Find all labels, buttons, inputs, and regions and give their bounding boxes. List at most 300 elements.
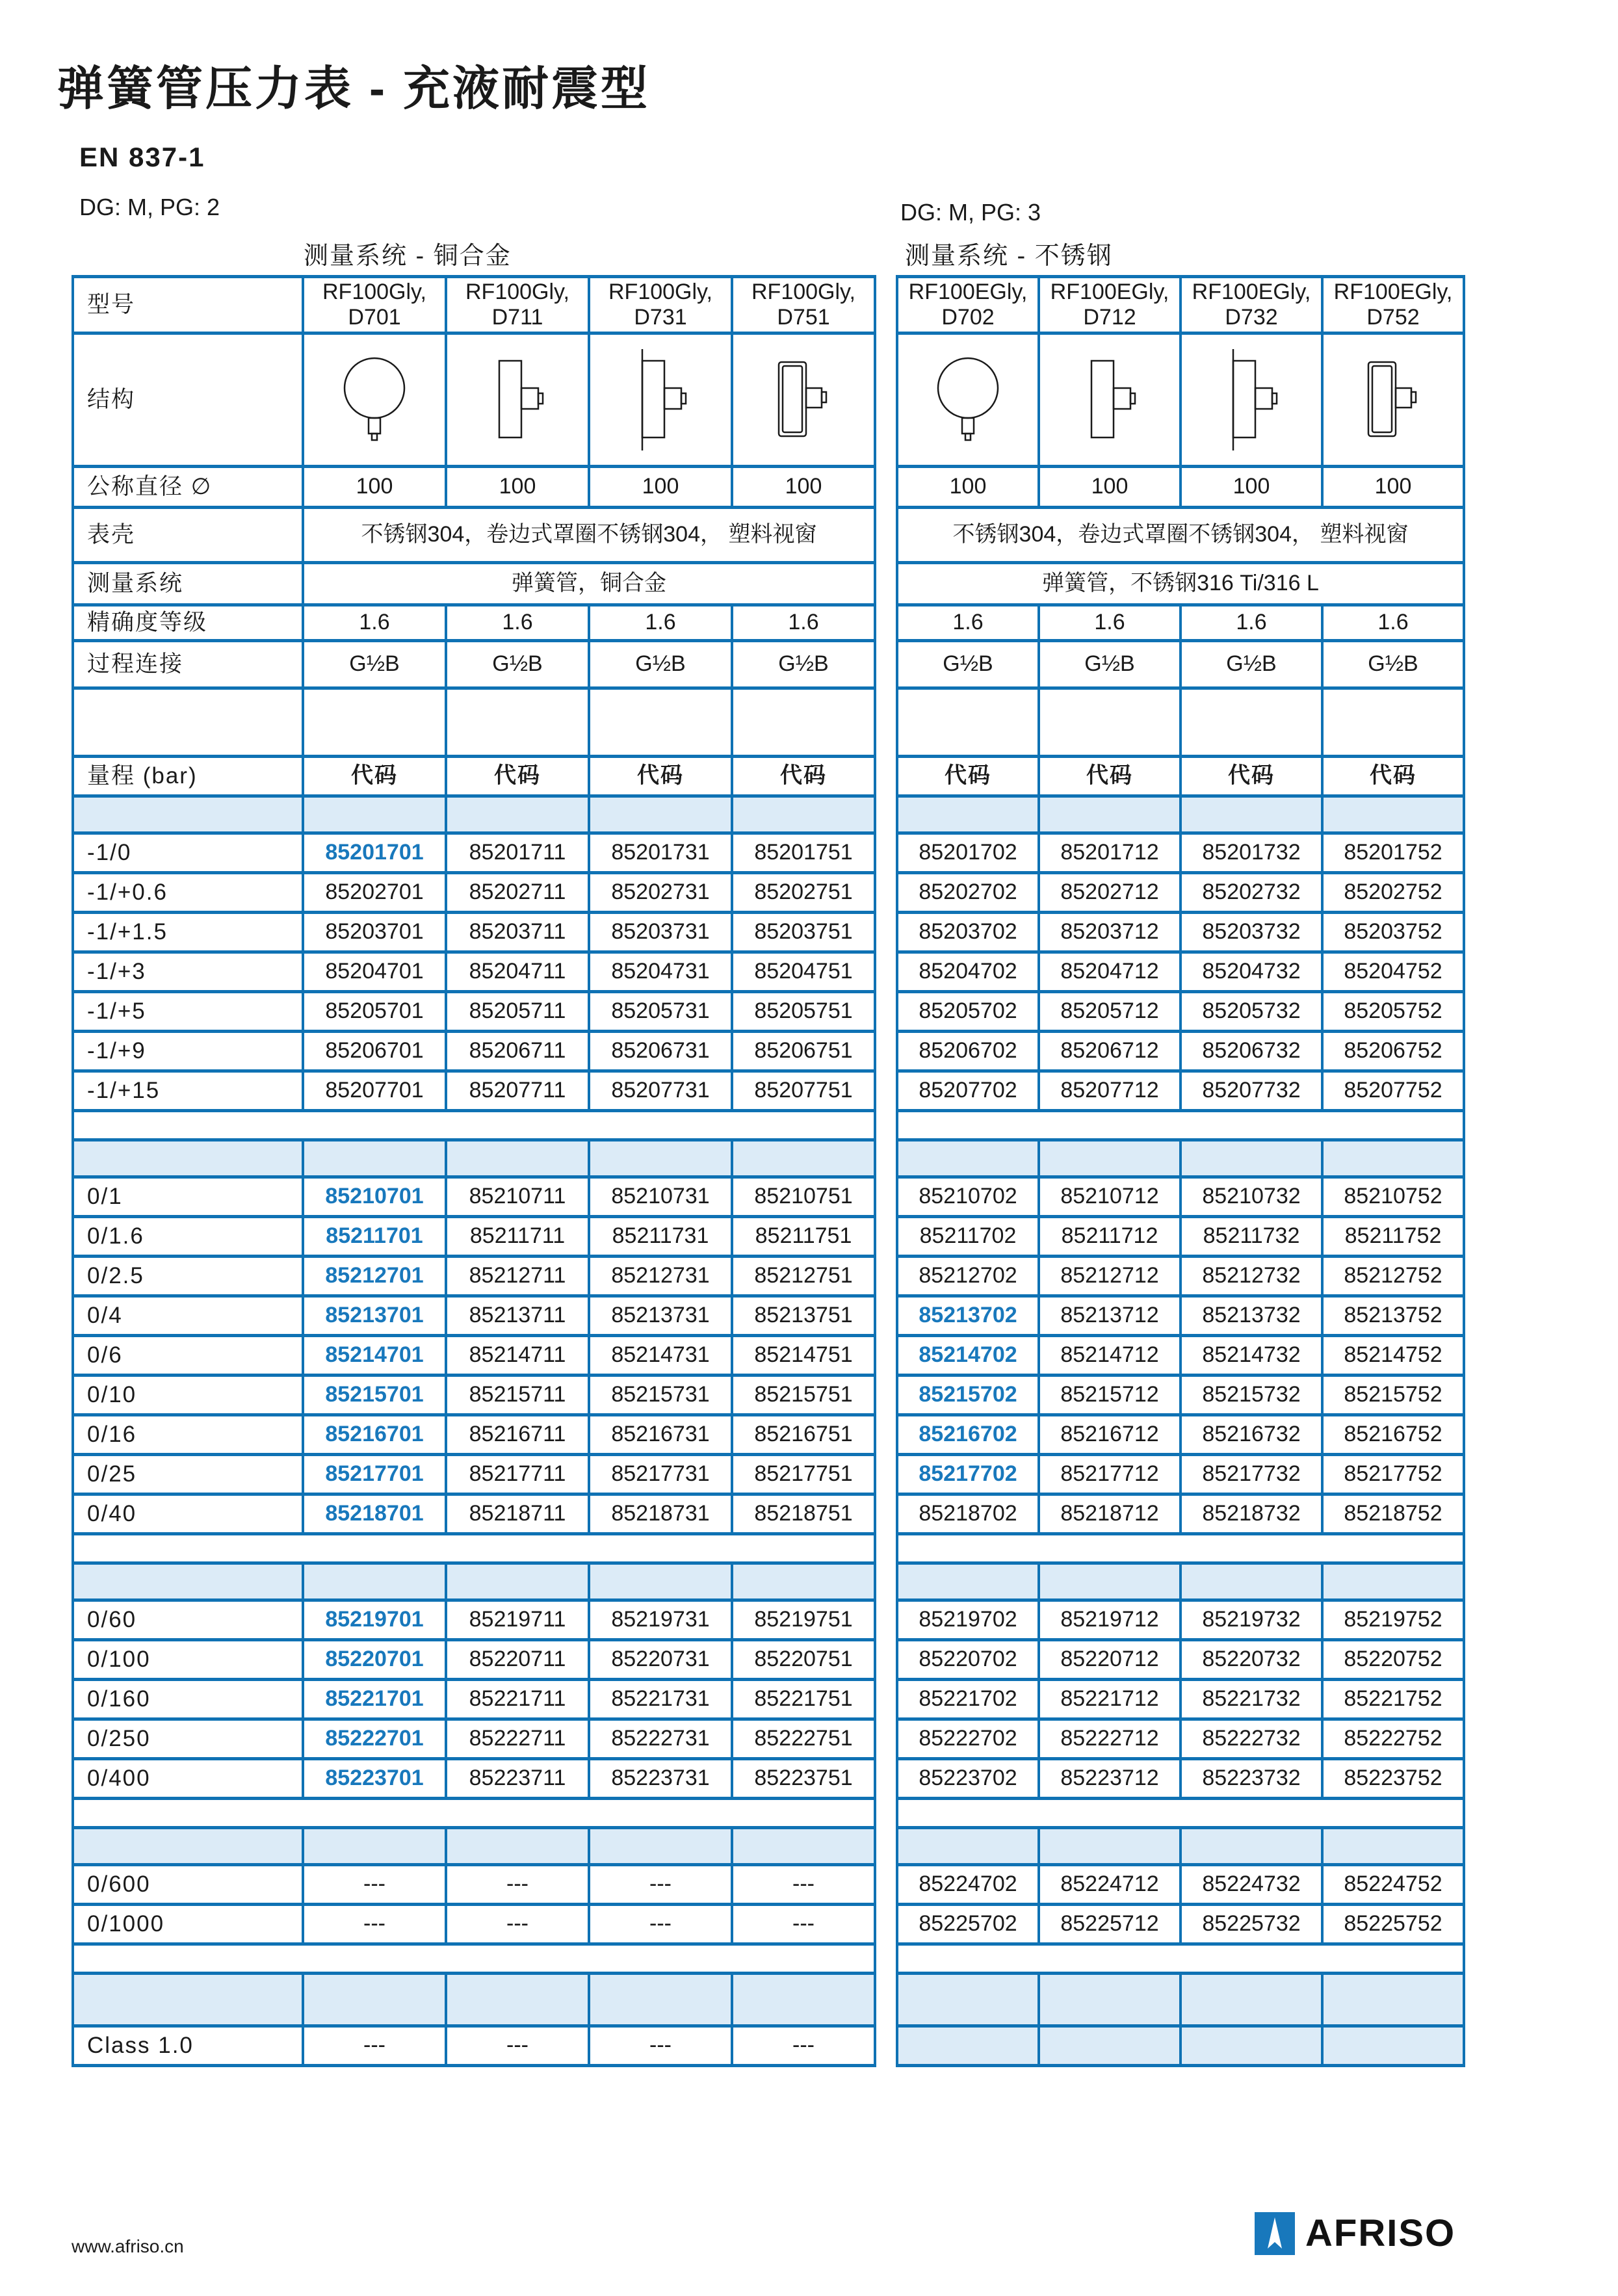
code-header-cell: 代码: [733, 758, 874, 794]
code-cell: 85222702: [898, 1721, 1037, 1757]
code-cell: 85205751: [733, 993, 874, 1030]
code-cell: 85215751: [733, 1377, 874, 1413]
model-variant: D752: [1366, 305, 1420, 330]
code-cell: 85219701: [304, 1602, 445, 1638]
code-cell: 85218752: [1324, 1496, 1463, 1532]
model-header-cell: [590, 278, 731, 332]
code-cell: 85215731: [590, 1377, 731, 1413]
code-cell: 85212731: [590, 1258, 731, 1294]
code-cell: 85219751: [733, 1602, 874, 1638]
code-cell: 85221701: [304, 1681, 445, 1717]
spacer-cell: [898, 1975, 1037, 2024]
code-cell: 85216751: [733, 1416, 874, 1453]
code-cell: 85210712: [1040, 1179, 1179, 1215]
code-cell: 85203702: [898, 914, 1037, 950]
code-cell: 85205732: [1182, 993, 1321, 1030]
spacer-cell: [447, 1829, 588, 1863]
gauge-panel-mount-icon: [590, 335, 731, 465]
empty-cell: [733, 690, 874, 755]
code-cell: 85201752: [1324, 835, 1463, 871]
model-name: RF100EGly,: [1192, 279, 1311, 304]
code-cell: 85210702: [898, 1179, 1037, 1215]
code-cell: 85202752: [1324, 874, 1463, 911]
code-cell: 85205731: [590, 993, 731, 1030]
spacer-cell: [1182, 2028, 1321, 2064]
code-cell: ---: [304, 1866, 445, 1903]
code-cell: 85216752: [1324, 1416, 1463, 1453]
gauge-front-view-icon: [304, 335, 445, 465]
code-header-cell: 代码: [898, 758, 1037, 794]
model-name: RF100EGly,: [1333, 279, 1453, 304]
code-cell: 85207752: [1324, 1073, 1463, 1109]
code-cell: 85223711: [447, 1760, 588, 1797]
spacer-cell: [447, 1565, 588, 1598]
code-cell: 85204712: [1040, 954, 1179, 990]
code-cell: 85210731: [590, 1179, 731, 1215]
process-connection-cell: G½B: [898, 642, 1037, 686]
code-cell: 85203751: [733, 914, 874, 950]
model-name: RF100EGly,: [908, 279, 1028, 304]
code-cell: 85222751: [733, 1721, 874, 1757]
model-name: RF100Gly,: [322, 279, 426, 304]
accuracy-value-cell: 1.6: [1324, 607, 1463, 639]
code-cell: 85207711: [447, 1073, 588, 1109]
spacer-cell: [1182, 1565, 1321, 1598]
stainless-steel-order-table: [896, 275, 1465, 2067]
code-cell: 85212711: [447, 1258, 588, 1294]
spacer-cell: [733, 1565, 874, 1598]
left-dg-label: DG: M, PG: 2: [79, 194, 220, 220]
case-value-cell: 不锈钢304，卷边式罩圈不锈钢304， 塑料视窗: [898, 509, 1463, 561]
spacer-cell: [1040, 1829, 1179, 1863]
left-system-label: 测量系统 - 铜合金: [304, 242, 512, 270]
code-cell: 85214702: [898, 1337, 1037, 1374]
code-cell: 85218711: [447, 1496, 588, 1532]
code-cell: 85219732: [1182, 1602, 1321, 1638]
diameter-value-cell: 100: [447, 468, 588, 506]
empty-cell: [1040, 690, 1179, 755]
spacer-cell: [590, 1975, 731, 2024]
code-cell: 85206731: [590, 1033, 731, 1069]
spacer-cell: [304, 1565, 445, 1598]
code-cell: ---: [304, 1906, 445, 1942]
code-cell: 85212752: [1324, 1258, 1463, 1294]
range-cell: 0/16: [74, 1416, 302, 1453]
code-cell: 85202711: [447, 874, 588, 911]
code-cell: 85222731: [590, 1721, 731, 1757]
code-cell: 85216712: [1040, 1416, 1179, 1453]
separator-row: [898, 1946, 1463, 1972]
code-cell: 85225702: [898, 1906, 1037, 1942]
code-cell: 85203711: [447, 914, 588, 950]
spacer-cell: [1324, 798, 1463, 831]
code-cell: 85215711: [447, 1377, 588, 1413]
code-cell: 85207732: [1182, 1073, 1321, 1109]
code-cell: 85212712: [1040, 1258, 1179, 1294]
code-header-cell: 代码: [304, 758, 445, 794]
spacer-cell: [74, 1975, 302, 2024]
range-cell: 0/4: [74, 1298, 302, 1334]
range-cell: 0/400: [74, 1760, 302, 1797]
spacer-cell: [733, 1141, 874, 1175]
code-cell: 85203731: [590, 914, 731, 950]
code-cell: 85218732: [1182, 1496, 1321, 1532]
spacer-cell: [1324, 1141, 1463, 1175]
code-cell: 85217702: [898, 1456, 1037, 1493]
spacer-cell: [1040, 1565, 1179, 1598]
code-cell: ---: [733, 1906, 874, 1942]
range-cell: 0/600: [74, 1866, 302, 1903]
code-cell: 85217711: [447, 1456, 588, 1493]
code-cell: 85210751: [733, 1179, 874, 1215]
empty-cell: [447, 690, 588, 755]
model-variant: D732: [1225, 305, 1278, 330]
range-cell: -1/+0.6: [74, 874, 302, 911]
code-cell: 85213732: [1182, 1298, 1321, 1334]
code-cell: 85220702: [898, 1641, 1037, 1678]
code-cell: 85218731: [590, 1496, 731, 1532]
right-system-label: 测量系统 - 不锈钢: [905, 242, 1113, 270]
gauge-panel-mount-icon: [1182, 335, 1321, 465]
process-connection-cell: G½B: [304, 642, 445, 686]
code-cell: 85211732: [1182, 1218, 1321, 1255]
model-name: RF100EGly,: [1050, 279, 1169, 304]
model-variant: D751: [777, 305, 830, 330]
code-cell: 85220731: [590, 1641, 731, 1678]
code-cell: 85203752: [1324, 914, 1463, 950]
code-cell: 85202731: [590, 874, 731, 911]
code-cell: 85213751: [733, 1298, 874, 1334]
code-cell: 85206732: [1182, 1033, 1321, 1069]
spacer-cell: [304, 798, 445, 831]
empty-cell: [1182, 690, 1321, 755]
model-variant: D712: [1083, 305, 1136, 330]
model-name: RF100Gly,: [608, 279, 712, 304]
row-label-measuring-system: 测量系统: [74, 564, 302, 603]
class-value-cell: ---: [447, 2028, 588, 2064]
spacer-cell: [733, 1829, 874, 1863]
range-cell: 0/2.5: [74, 1258, 302, 1294]
accuracy-value-cell: 1.6: [898, 607, 1037, 639]
code-cell: 85224702: [898, 1866, 1037, 1903]
spacer-cell: [304, 1141, 445, 1175]
diameter-value-cell: 100: [733, 468, 874, 506]
separator-row: [898, 1112, 1463, 1138]
code-cell: 85225732: [1182, 1906, 1321, 1942]
code-cell: 85224752: [1324, 1866, 1463, 1903]
code-cell: 85215702: [898, 1377, 1037, 1413]
model-header-cell: [1040, 278, 1179, 332]
spacer-cell: [1182, 1975, 1321, 2024]
spacer-cell: [447, 798, 588, 831]
row-label-case: 表壳: [74, 509, 302, 561]
code-cell: 85212701: [304, 1258, 445, 1294]
code-cell: ---: [590, 1866, 731, 1903]
code-cell: 85216711: [447, 1416, 588, 1453]
case-value-cell: 不锈钢304，卷边式罩圈不锈钢304， 塑料视窗: [304, 509, 874, 561]
range-cell: -1/0: [74, 835, 302, 871]
spacer-cell: [1040, 1141, 1179, 1175]
code-header-cell: 代码: [1324, 758, 1463, 794]
code-cell: 85211712: [1040, 1218, 1179, 1255]
code-cell: 85201732: [1182, 835, 1321, 871]
code-cell: 85223732: [1182, 1760, 1321, 1797]
spacer-cell: [1324, 1829, 1463, 1863]
code-cell: ---: [447, 1906, 588, 1942]
separator-row: [74, 1800, 874, 1826]
gauge-flange-front-icon: [1324, 335, 1463, 465]
code-cell: 85201711: [447, 835, 588, 871]
code-cell: 85206751: [733, 1033, 874, 1069]
code-cell: 85210752: [1324, 1179, 1463, 1215]
spacer-cell: [898, 1565, 1037, 1598]
range-cell: -1/+15: [74, 1073, 302, 1109]
code-cell: 85223701: [304, 1760, 445, 1797]
class-label-cell: Class 1.0: [74, 2028, 302, 2064]
code-cell: 85215752: [1324, 1377, 1463, 1413]
code-cell: 85204731: [590, 954, 731, 990]
code-cell: ---: [447, 1866, 588, 1903]
code-cell: 85215701: [304, 1377, 445, 1413]
range-cell: 0/60: [74, 1602, 302, 1638]
separator-row: [74, 1535, 874, 1561]
model-header-cell: [898, 278, 1037, 332]
code-cell: 85203712: [1040, 914, 1179, 950]
empty-cell: [1324, 690, 1463, 755]
code-cell: 85219752: [1324, 1602, 1463, 1638]
code-cell: 85217751: [733, 1456, 874, 1493]
model-variant: D711: [491, 305, 543, 330]
brand-name: AFRISO: [1305, 2212, 1456, 2254]
model-header-cell: [1324, 278, 1463, 332]
spacer-cell: [304, 1975, 445, 2024]
diameter-value-cell: 100: [1040, 468, 1179, 506]
row-label-accuracy: 精确度等级: [74, 607, 302, 639]
code-cell: 85210732: [1182, 1179, 1321, 1215]
code-cell: 85218751: [733, 1496, 874, 1532]
row-label-process-connection: 过程连接: [74, 642, 302, 686]
spacer-cell: [1324, 2028, 1463, 2064]
code-cell: 85202751: [733, 874, 874, 911]
right-dg-label: DG: M, PG: 3: [900, 199, 1041, 226]
range-cell: 0/1000: [74, 1906, 302, 1942]
code-cell: 85216731: [590, 1416, 731, 1453]
model-header-cell: [1182, 278, 1321, 332]
spacer-cell: [590, 1565, 731, 1598]
code-cell: 85202712: [1040, 874, 1179, 911]
code-cell: 85220711: [447, 1641, 588, 1678]
code-cell: 85222712: [1040, 1721, 1179, 1757]
code-cell: 85201712: [1040, 835, 1179, 871]
code-header-cell: 代码: [1040, 758, 1179, 794]
spacer-cell: [74, 1565, 302, 1598]
spacer-cell: [1324, 1975, 1463, 2024]
code-cell: 85213702: [898, 1298, 1037, 1334]
accuracy-value-cell: 1.6: [733, 607, 874, 639]
code-cell: 85222752: [1324, 1721, 1463, 1757]
code-cell: 85224712: [1040, 1866, 1179, 1903]
code-cell: 85204701: [304, 954, 445, 990]
code-cell: 85206712: [1040, 1033, 1179, 1069]
copper-alloy-order-table: [72, 275, 876, 2067]
code-cell: 85207702: [898, 1073, 1037, 1109]
standard-label: EN 837-1: [79, 142, 205, 172]
code-cell: 85218712: [1040, 1496, 1179, 1532]
code-cell: 85207751: [733, 1073, 874, 1109]
code-cell: 85213711: [447, 1298, 588, 1334]
model-variant: D731: [634, 305, 687, 330]
code-cell: 85217732: [1182, 1456, 1321, 1493]
spacer-cell: [447, 1975, 588, 2024]
code-cell: 85205711: [447, 993, 588, 1030]
spacer-cell: [898, 2028, 1037, 2064]
code-cell: 85212702: [898, 1258, 1037, 1294]
code-cell: 85213712: [1040, 1298, 1179, 1334]
code-cell: 85214752: [1324, 1337, 1463, 1374]
page-title: 弹簧管压力表 - 充液耐震型: [57, 63, 650, 115]
spacer-cell: [898, 1141, 1037, 1175]
code-cell: 85217731: [590, 1456, 731, 1493]
separator-row: [74, 1946, 874, 1972]
process-connection-cell: G½B: [447, 642, 588, 686]
model-name: RF100Gly,: [751, 279, 855, 304]
code-cell: 85219702: [898, 1602, 1037, 1638]
range-cell: 0/100: [74, 1641, 302, 1678]
code-cell: 85221751: [733, 1681, 874, 1717]
code-cell: 85213752: [1324, 1298, 1463, 1334]
spacer-cell: [733, 798, 874, 831]
separator-row: [898, 1535, 1463, 1561]
code-cell: 85214731: [590, 1337, 731, 1374]
model-header-cell: [733, 278, 874, 332]
code-cell: 85216701: [304, 1416, 445, 1453]
accuracy-value-cell: 1.6: [1040, 607, 1179, 639]
process-connection-cell: G½B: [1040, 642, 1179, 686]
code-cell: 85222701: [304, 1721, 445, 1757]
code-cell: 85211711: [447, 1218, 588, 1255]
code-cell: 85204751: [733, 954, 874, 990]
code-cell: 85201731: [590, 835, 731, 871]
code-cell: 85222732: [1182, 1721, 1321, 1757]
code-cell: 85203732: [1182, 914, 1321, 950]
model-variant: D701: [348, 305, 401, 330]
range-cell: 0/10: [74, 1377, 302, 1413]
code-cell: 85220752: [1324, 1641, 1463, 1678]
code-cell: 85223712: [1040, 1760, 1179, 1797]
code-cell: 85204711: [447, 954, 588, 990]
model-name: RF100Gly,: [465, 279, 569, 304]
spacer-cell: [590, 1141, 731, 1175]
code-cell: 85217701: [304, 1456, 445, 1493]
code-cell: 85211731: [590, 1218, 731, 1255]
spacer-cell: [447, 1141, 588, 1175]
code-cell: 85219712: [1040, 1602, 1179, 1638]
code-cell: 85207731: [590, 1073, 731, 1109]
code-cell: 85225712: [1040, 1906, 1179, 1942]
gauge-side-view-icon: [447, 335, 588, 465]
code-cell: ---: [590, 1906, 731, 1942]
range-cell: -1/+5: [74, 993, 302, 1030]
code-cell: 85212751: [733, 1258, 874, 1294]
afriso-arrow-icon: [1255, 2212, 1295, 2255]
process-connection-cell: G½B: [1182, 642, 1321, 686]
range-cell: 0/1.6: [74, 1218, 302, 1255]
code-cell: 85222711: [447, 1721, 588, 1757]
range-cell: 0/40: [74, 1496, 302, 1532]
spacer-cell: [1040, 1975, 1179, 2024]
separator-row: [74, 1112, 874, 1138]
code-cell: 85202702: [898, 874, 1037, 911]
code-cell: 85219711: [447, 1602, 588, 1638]
range-cell: 0/1: [74, 1179, 302, 1215]
spacer-cell: [74, 1141, 302, 1175]
code-cell: 85201701: [304, 835, 445, 871]
class-value-cell: ---: [304, 2028, 445, 2064]
afriso-logo: [1255, 2211, 1455, 2255]
code-cell: 85214732: [1182, 1337, 1321, 1374]
code-cell: 85223751: [733, 1760, 874, 1797]
code-cell: 85210711: [447, 1179, 588, 1215]
code-cell: 85214701: [304, 1337, 445, 1374]
code-cell: 85206752: [1324, 1033, 1463, 1069]
code-cell: 85201751: [733, 835, 874, 871]
code-cell: 85220712: [1040, 1641, 1179, 1678]
spacer-cell: [1182, 1141, 1321, 1175]
spacer-cell: [1182, 798, 1321, 831]
class-value-cell: ---: [733, 2028, 874, 2064]
spacer-cell: [74, 1829, 302, 1863]
spacer-cell: [898, 1829, 1037, 1863]
code-cell: 85203701: [304, 914, 445, 950]
range-cell: -1/+1.5: [74, 914, 302, 950]
diameter-value-cell: 100: [898, 468, 1037, 506]
code-cell: 85213701: [304, 1298, 445, 1334]
code-cell: 85204702: [898, 954, 1037, 990]
spacer-cell: [1324, 1565, 1463, 1598]
code-cell: 85211752: [1324, 1218, 1463, 1255]
spacer-cell: [898, 798, 1037, 831]
code-cell: 85220701: [304, 1641, 445, 1678]
code-cell: 85220751: [733, 1641, 874, 1678]
spacer-cell: [733, 1975, 874, 2024]
code-cell: 85204752: [1324, 954, 1463, 990]
code-cell: 85206701: [304, 1033, 445, 1069]
measuring-system-value-cell: 弹簧管，不锈钢316 Ti/316 L: [898, 564, 1463, 603]
code-header-cell: 代码: [590, 758, 731, 794]
code-cell: 85205712: [1040, 993, 1179, 1030]
model-header-cell: [304, 278, 445, 332]
class-value-cell: ---: [590, 2028, 731, 2064]
accuracy-value-cell: 1.6: [447, 607, 588, 639]
code-cell: 85204732: [1182, 954, 1321, 990]
range-cell: 0/25: [74, 1456, 302, 1493]
row-label-model: 型号: [74, 278, 302, 332]
code-cell: 85217712: [1040, 1456, 1179, 1493]
code-cell: 85214712: [1040, 1337, 1179, 1374]
code-cell: 85206702: [898, 1033, 1037, 1069]
range-cell: 0/6: [74, 1337, 302, 1374]
code-cell: 85215712: [1040, 1377, 1179, 1413]
code-cell: 85224732: [1182, 1866, 1321, 1903]
gauge-flange-front-icon: [733, 335, 874, 465]
spacer-cell: [590, 798, 731, 831]
code-cell: 85221731: [590, 1681, 731, 1717]
code-cell: 85202732: [1182, 874, 1321, 911]
gauge-front-view-icon: [898, 335, 1037, 465]
code-cell: 85223731: [590, 1760, 731, 1797]
code-cell: 85221702: [898, 1681, 1037, 1717]
code-cell: 85202701: [304, 874, 445, 911]
